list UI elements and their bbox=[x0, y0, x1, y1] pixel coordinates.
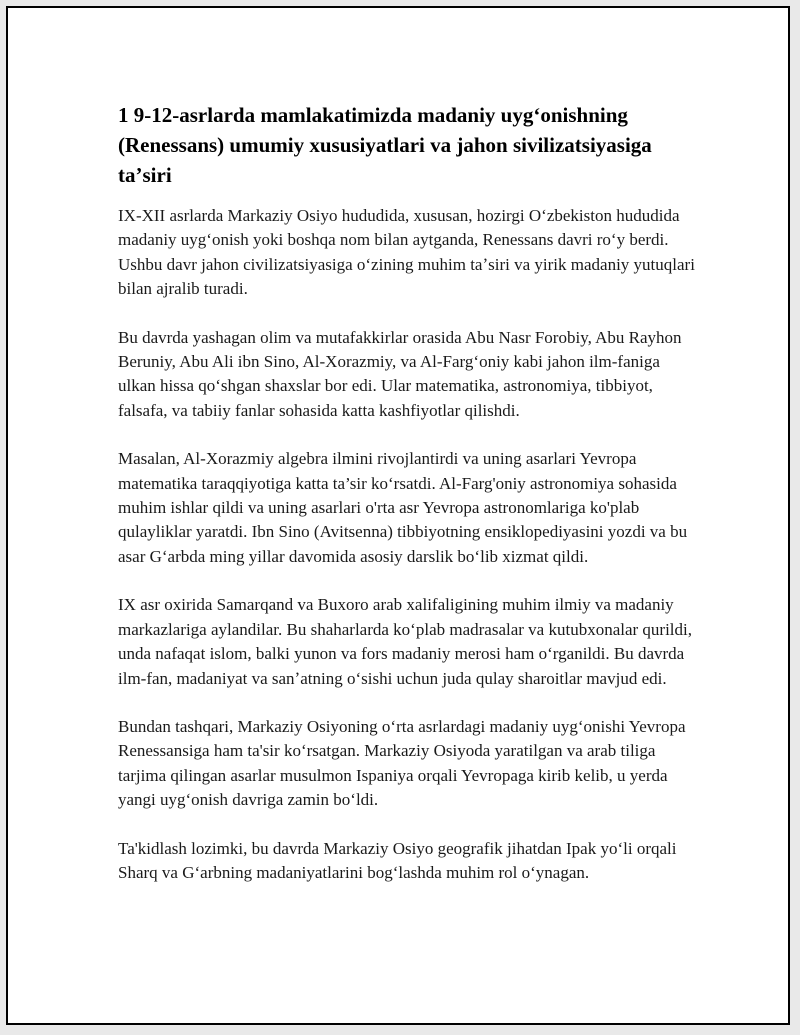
document-title: 1 9-12-asrlarda mamlakatimizda madaniy uygʻonishning (Renessans) umumiy xususiyatlari va jahon sivilizatsiyasiga taʼsiri bbox=[118, 103, 652, 187]
paragraph-1: IX-XII asrlarda Markaziy Osiyo hududida, xususan, hozirgi Oʻzbekiston hududida madaniy uygʻonish yoki boshqa nom bilan aytganda, Renessans davri roʻy berdi. Ushbu davr jahon civilizatsiyasiga oʻzining muhim taʼsiri va yirik madaniy yutuqlari bilan ajralib turadi. bbox=[118, 206, 695, 299]
paragraph-3: Masalan, Al-Xorazmiy algebra ilmini rivojlantirdi va uning asarlari Yevropa matematika taraqqiyotiga katta ta’sir ko‘rsatdi. Al-Farg'oniy astronomiya sohasida muhim ishlar qildi va uning asarlari o'rta asr Yevropa astronomlariga ko'plab qulayliklar yaratdi. Ibn Sino (Avitsenna) tibbiyotning ensiklopediyasini yozdi va bu asar Gʻarbda ming yillar davomida asosiy darslik boʻlib xizmat qildi. bbox=[118, 449, 688, 566]
paragraph-5: Bundan tashqari, Markaziy Osiyoning oʻrta asrlardagi madaniy uygʻonishi Yevropa Renessansiga ham ta'sir koʻrsatgan. Markaziy Osiyoda yaratilgan va arab tiliga tarjima qilingan asarlar musulmon Ispaniya orqali Yevropaga kirib kelib, u yerda yangi uygʻonish davriga zamin boʻldi. bbox=[118, 716, 686, 810]
paragraph-6: Ta'kidlash lozimki, bu davrda Markaziy Osiyo geografik jihatdan Ipak yoʻli orqali Sharq va Gʻarbning madaniyatlarini bogʻlashda muhim rol oʻynagan. bbox=[118, 838, 677, 882]
document-page bbox=[6, 6, 790, 1025]
paragraph-2: Bu davrda yashagan olim va mutafakkirlar orasida Abu Nasr Forobiy, Abu Rayhon Beruniy, Abu Ali ibn Sino, Al-Xorazmiy, va Al-Fargʻoniy kabi jahon ilm-faniga ulkan hissa qoʻshgan shaxslar bor edi. Ular matematika, astronomiya, tibbiyot, falsafa, va tabiiy fanlar sohasida katta kashfiyotlar qilishdi. bbox=[118, 327, 682, 420]
paragraph-4: IX asr oxirida Samarqand va Buxoro arab xalifaligining muhim ilmiy va madaniy markazlariga aylandilar. Bu shaharlarda koʻplab madrasalar va kutubxonalar qurildi, unda nafaqat islom, balki yunon va fors madaniy merosi ham oʻrganildi. Bu davrda ilm-fan, madaniyat va sanʼatning oʻsishi uchun juda qulay sharoitlar mavjud edi. bbox=[118, 595, 692, 688]
document-body bbox=[118, 100, 698, 909]
